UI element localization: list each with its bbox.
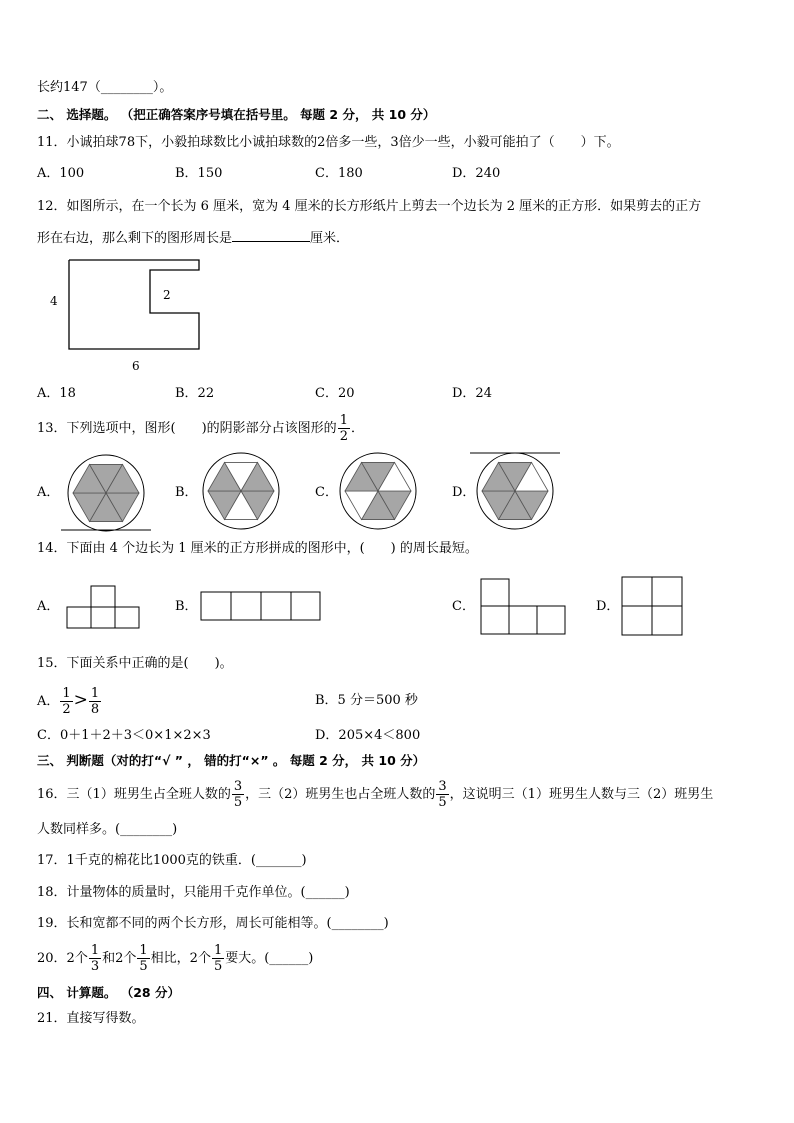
q14-figure-a [67,586,139,628]
fraction-numerator: 1 [339,413,348,428]
fraction-three-fifths [232,779,244,810]
fraction-denominator: 5 [438,795,447,810]
q14-option-d[interactable]: D． [596,599,620,614]
fraction-three-fifths [436,779,448,810]
q12-option-b[interactable]: B．22 [175,386,215,401]
q14-option-a[interactable]: A． [37,599,60,614]
q18-text[interactable]: 18．计量物体的质量时，只能用千克作单位。(______) [37,885,350,900]
q13-option-c[interactable]: C． [315,485,338,500]
section-3-heading: 三、 判断题（对的打“√ ” ， 错的打“×” 。 每题 2 分， 共 10 分） [37,753,426,768]
fraction-denominator: 5 [233,795,243,810]
q11-option-b[interactable]: B．150 [175,166,223,181]
q19-text[interactable]: 19．长和宽都不同的两个长方形，周长可能相等。(________) [37,916,389,931]
q14-figure-c [481,579,565,634]
q12-text-post: 厘米． [310,231,350,246]
q12-text-line1: 12．如图所示，在一个长为 6 厘米，宽为 4 厘米的长方形纸片上剪去一个边长为 2 厘米的正方形．如果剪去的正方 [37,199,702,214]
q14-text: 14．下面由 4 个边长为 1 厘米的正方形拼成的图形中，( ) 的周长最短。 [37,541,478,556]
fraction-denominator: 2 [339,429,348,444]
q20-text[interactable] [37,942,313,976]
section-2-heading: 二、 选择题。 （把正确答案序号填在括号里。 每题 2 分， 共 10 分） [37,107,436,122]
q12-length-label: 6 [132,359,140,373]
fraction-numerator: 1 [62,686,71,701]
q12-option-c[interactable]: C．20 [315,386,355,401]
q16-text-part1: 16．三（1）班男生占全班人数的 [37,787,231,802]
q10-tail: 长约147（________）。 [37,80,173,95]
q14-option-b[interactable]: B． [175,599,198,614]
q15-option-c[interactable]: C．0＋1＋2＋3＜0×1×2×3 [37,728,211,743]
q11-text: 11．小诚拍球78下，小毅拍球数比小诚拍球数的2倍多一些，3倍少一些，小毅可能拍了（ ）下。 [37,135,620,150]
q12-text-pre: 形在右边，那么剩下的图形周长是 [37,231,233,246]
q14-figure-b [201,592,320,620]
fraction-one-eighth [89,686,101,717]
q21-text: 21．直接写得数。 [37,1011,145,1026]
q20-text-part1: 20．2个 [37,951,88,966]
q12-option-d[interactable]: D．24 [452,386,492,401]
fraction-denominator: 3 [90,959,100,974]
fraction-one-fifth [212,943,224,974]
fraction-numerator: 1 [90,943,100,958]
q13-text-pre: 13．下列选项中，图形( )的阴影部分占该图形的 [37,421,337,436]
q11-option-c[interactable]: C．180 [315,166,363,181]
fraction-numerator: 3 [438,779,447,794]
fraction-denominator: 5 [139,959,148,974]
fraction-one-half [60,686,72,717]
q12-option-a[interactable]: A．18 [37,386,76,401]
fraction-one-fifth [137,943,149,974]
q13-option-d[interactable]: D． [452,485,476,500]
q15-option-d[interactable]: D．205×4＜800 [315,728,421,743]
q16-text-part2: ，三（2）班男生也占全班人数的 [245,787,436,802]
q13-text-post: ． [350,421,364,436]
fraction-numerator: 1 [213,943,223,958]
q15-option-b[interactable]: B．5 分＝500 秒 [315,693,418,708]
q15-option-a[interactable] [37,683,102,719]
q20-text-part3: 相比，2个 [150,951,211,966]
q12-width-label: 4 [50,294,58,308]
q13-option-a[interactable]: A． [37,485,60,500]
q13-option-b[interactable]: B． [175,485,198,500]
q11-option-d[interactable]: D．240 [452,166,501,181]
greater-than-sign: > [73,690,88,710]
fraction-one-third [89,943,101,974]
q12-square-label: 2 [163,288,171,302]
fraction-numerator: 1 [90,686,100,701]
q16-text-line2[interactable]: 人数同样多。(________) [37,822,178,837]
q20-text-part2: 和2个 [102,951,137,966]
q15-option-a-label: A． [37,694,60,709]
q14-option-c[interactable]: C． [452,599,475,614]
q20-text-part4: 要大。(______) [225,951,314,966]
fraction-denominator: 8 [90,702,100,717]
q14-figure-d [622,577,682,635]
fraction-denominator: 2 [62,702,71,717]
fraction-numerator: 1 [139,943,148,958]
fraction-numerator: 3 [233,779,243,794]
section-4-heading: 四、 计算题。 （28 分） [37,985,180,1000]
q17-text[interactable]: 17．1千克的棉花比1000克的铁重．(_______) [37,853,307,868]
q16-text-part3: ，这说明三（1）班男生人数与三（2）班男生 [449,787,714,802]
q15-text: 15．下面关系中正确的是( )。 [37,656,233,671]
fraction-denominator: 5 [213,959,223,974]
q16-text-line1 [37,778,713,812]
q11-option-a[interactable]: A．100 [37,166,85,181]
